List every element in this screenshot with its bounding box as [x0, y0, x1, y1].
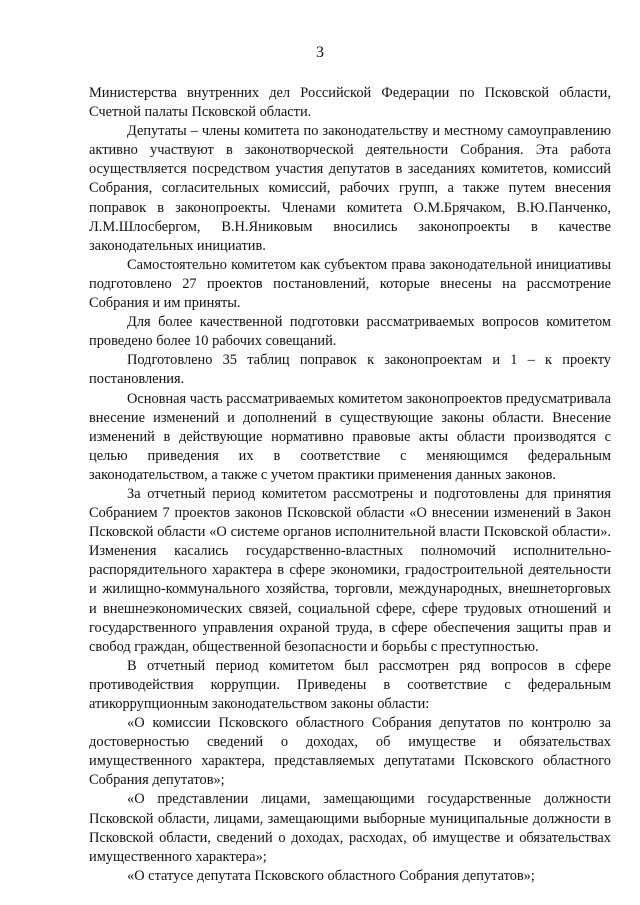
paragraph-amendment-tables: Подготовлено 35 таблиц поправок к законопроектам и 1 – к проекту постановления.	[89, 352, 611, 388]
paragraph-reporting-period-laws: За отчетный период комитетом рассмотрены и подготовлены для принятия Собранием 7 проектов законов Псковской области «О внесении изменений в Закон Псковской области «О системе органов исполнительной власти Псковской области». Изменения касались государственно-властных полномочий исполнительно-распорядительного характера в сфере экономики, градостроительной деятельности и жилищно-коммунального хозяйства, торговли, международных, внешнеторговых и внешнеэкономических связей, социальной сфере, сфере трудовых отношений и государственного управления охраной труда, в сфере обеспечения защиты прав и свобод граждан, общественной безопасности и борьбы с преступностью.	[89, 485, 611, 655]
paragraph-law-income-reporting: «О представлении лицами, замещающими государственные должности Псковской области, лицами, замещающими выборные муниципальные должности в Псковской области, сведений о доходах, расходах, об имуществе и обязательствах имущественного характера»;	[89, 791, 611, 865]
body-text	[89, 84, 611, 886]
paragraph-deputies-participation: Депутаты – члены комитета по законодательству и местному самоуправлению активно участвуют в законотворческой деятельности Собрания. Эта работа осуществляется посредством участия депутатов в заседаниях комитетов, комиссий Собрания, согласительных комиссий, рабочих групп, а также путем внесения поправок в законопроекты. Членами комитета О.М.Брячаком, В.Ю.Панченко, Л.М.Шлосбергом, В.Н.Яниковым вносились законопроекты в качестве законодательных инициатив.	[89, 123, 611, 254]
paragraph-draft-resolutions: Самостоятельно комитетом как субъектом права законодательной инициативы подготовлено 27 проектов постановлений, которые внесены на рассмотрение Собрания и им приняты.	[89, 256, 611, 312]
paragraph-law-deputy-status: «О статусе депутата Псковского областного Собрания депутатов»;	[127, 867, 535, 884]
paragraph-continuation: Министерства внутренних дел Российской Федерации по Псковской области, Счетной палаты Псковской области.	[89, 85, 611, 121]
paragraph-working-meetings: Для более качественной подготовки рассматриваемых вопросов комитетом проведено более 10 рабочих совещаний.	[89, 314, 611, 350]
paragraph-anti-corruption: В отчетный период комитетом был рассмотрен ряд вопросов в сфере противодействия коррупции. Приведены в соответствие с федеральным атикоррупционным законодательством законы области:	[89, 657, 611, 712]
page-number: 3	[316, 44, 324, 61]
paragraph-main-part: Основная часть рассматриваемых комитетом законопроектов предусматривала внесение изменений и дополнений в существующие законы области. Внесение изменений в действующие нормативно правовые акты области производятся с целью приведения их в соответствие с меняющимся федеральным законодательством, а также с учетом практики применения данных законов.	[89, 390, 611, 483]
paragraph-law-commission: «О комиссии Псковского областного Собрания депутатов по контролю за достоверностью сведений о доходах, об имуществе и обязательствах имущественного характера, представляемых депутатами Псковского областного Собрания депутатов»;	[89, 715, 611, 789]
